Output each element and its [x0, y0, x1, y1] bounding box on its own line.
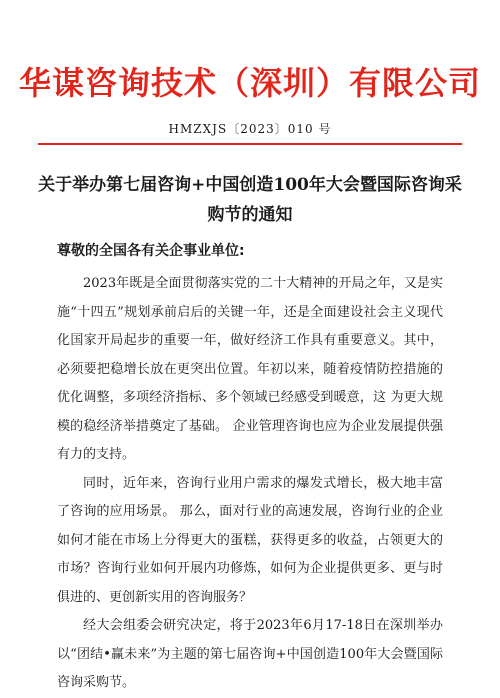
- paragraph-2: 同时，近年来，咨询行业用户需求的爆发式增长，极大地丰富了咨询的应用场景。 那么，面对行业的高速发展，咨询行业的企业如何才能在市场上分得更大的蛋糕，获得更多的收益，占领更大的市场？咨询行业如何开展内功修炼，如何为企业提供更多、更与时俱进的、更创新实用的咨询服务？: [57, 475, 443, 605]
- paragraph-1: 2023年既是全面贯彻落实党的二十大精神的开局之年，又是实施“十四五”规划承前启后的关键一年，还是全面建设社会主义现代化国家开局起步的重要一年，做好经济工作具有重要意义。其中，必须要把稳增长放在更突出位置。年初以来，随着疫情防控措施的优化调整，多项经济指标、多个领域已经感受到暖意，这 为更大规模的稳经济举措奠定了基础。 企业管理咨询也应为企业发展提供强有力的支持。: [57, 276, 443, 462]
- paragraph-3: 经大会组委会研究决定，将于2023年6月17-18日在深圳举办以“团结•赢未来”为主题的第七届咨询+中国创造100年大会暨国际咨询采购节。: [57, 618, 443, 690]
- header-divider: [38, 143, 462, 145]
- org-header: 华谋咨询技术（深圳）有限公司: [18, 64, 481, 102]
- body-text: [57, 270, 443, 698]
- doc-title: 关于举办第七届咨询+中国创造100年大会暨国际咨询采购节的通知: [38, 175, 462, 225]
- salutation: 尊敬的全国各有关企事业单位:: [57, 243, 245, 259]
- doc-number: HMZXJS〔2023〕010 号: [168, 122, 332, 136]
